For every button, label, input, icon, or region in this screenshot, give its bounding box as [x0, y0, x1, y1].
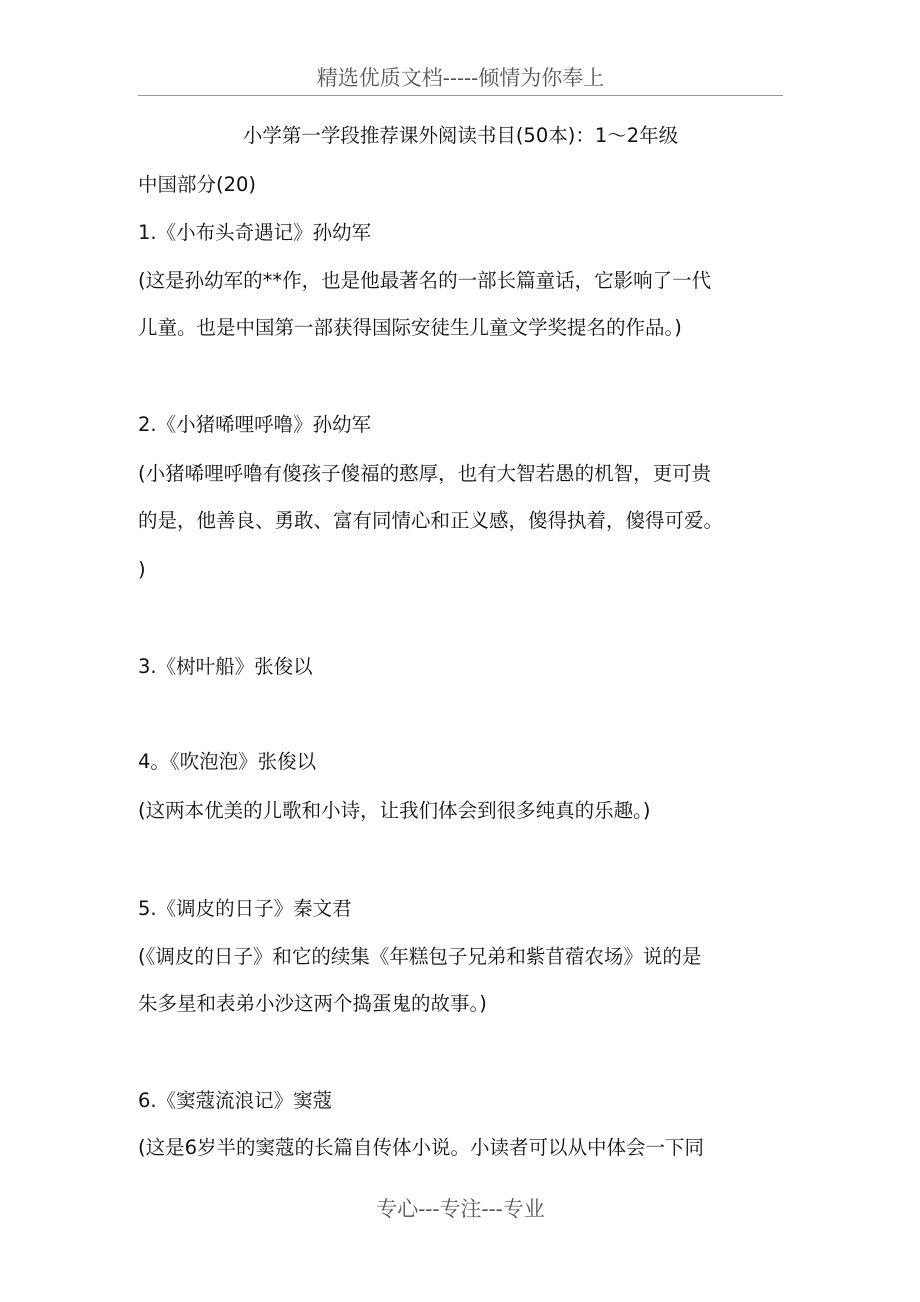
section-heading: 中国部分(20) [138, 173, 257, 196]
entry-heading: 2.《小猪唏哩呼噜》孙幼军 [138, 413, 372, 436]
entry-heading: 5.《调皮的日子》秦文君 [138, 897, 352, 920]
entry-description: 儿童。也是中国第一部获得国际安徒生儿童文学奖提名的作品。) [138, 316, 682, 339]
document-title: 小学第一学段推荐课外阅读书目(50本)：1～2年级 [242, 124, 679, 147]
page-header: 精选优质文档-----倾情为你奉上 [316, 66, 605, 90]
entry-description: 朱多星和表弟小沙这两个捣蛋鬼的故事。) [138, 992, 487, 1015]
entry-description: ) [138, 558, 146, 581]
header-divider [138, 95, 783, 96]
entry-heading: 3.《树叶船》张俊以 [138, 655, 313, 678]
entry-description: (小猪唏哩呼噜有傻孩子傻福的憨厚，也有大智若愚的机智，更可贵 [138, 462, 712, 485]
entry-heading: 1.《小布头奇遇记》孙幼军 [138, 221, 372, 244]
entry-description: (这是6岁半的窦蔻的长篇自传体小说。小读者可以从中体会一下同 [138, 1136, 705, 1159]
entry-description: (这是孙幼军的**作，也是他最著名的一部长篇童话，它影响了一代 [138, 269, 712, 292]
entry-heading: 4。《吹泡泡》张俊以 [138, 750, 317, 773]
entry-heading: 6.《窦蔻流浪记》窦蔻 [138, 1089, 333, 1112]
entry-description: (《调皮的日子》和它的续集《年糕包子兄弟和紫苜蓿农场》说的是 [138, 945, 702, 968]
entry-description: 的是，他善良、勇敢、富有同情心和正义感，傻得执着，傻得可爱。 [138, 509, 724, 532]
page-footer: 专心---专注---专业 [376, 1197, 545, 1221]
entry-description: (这两本优美的儿歌和小诗，让我们体会到很多纯真的乐趣。) [138, 799, 651, 822]
